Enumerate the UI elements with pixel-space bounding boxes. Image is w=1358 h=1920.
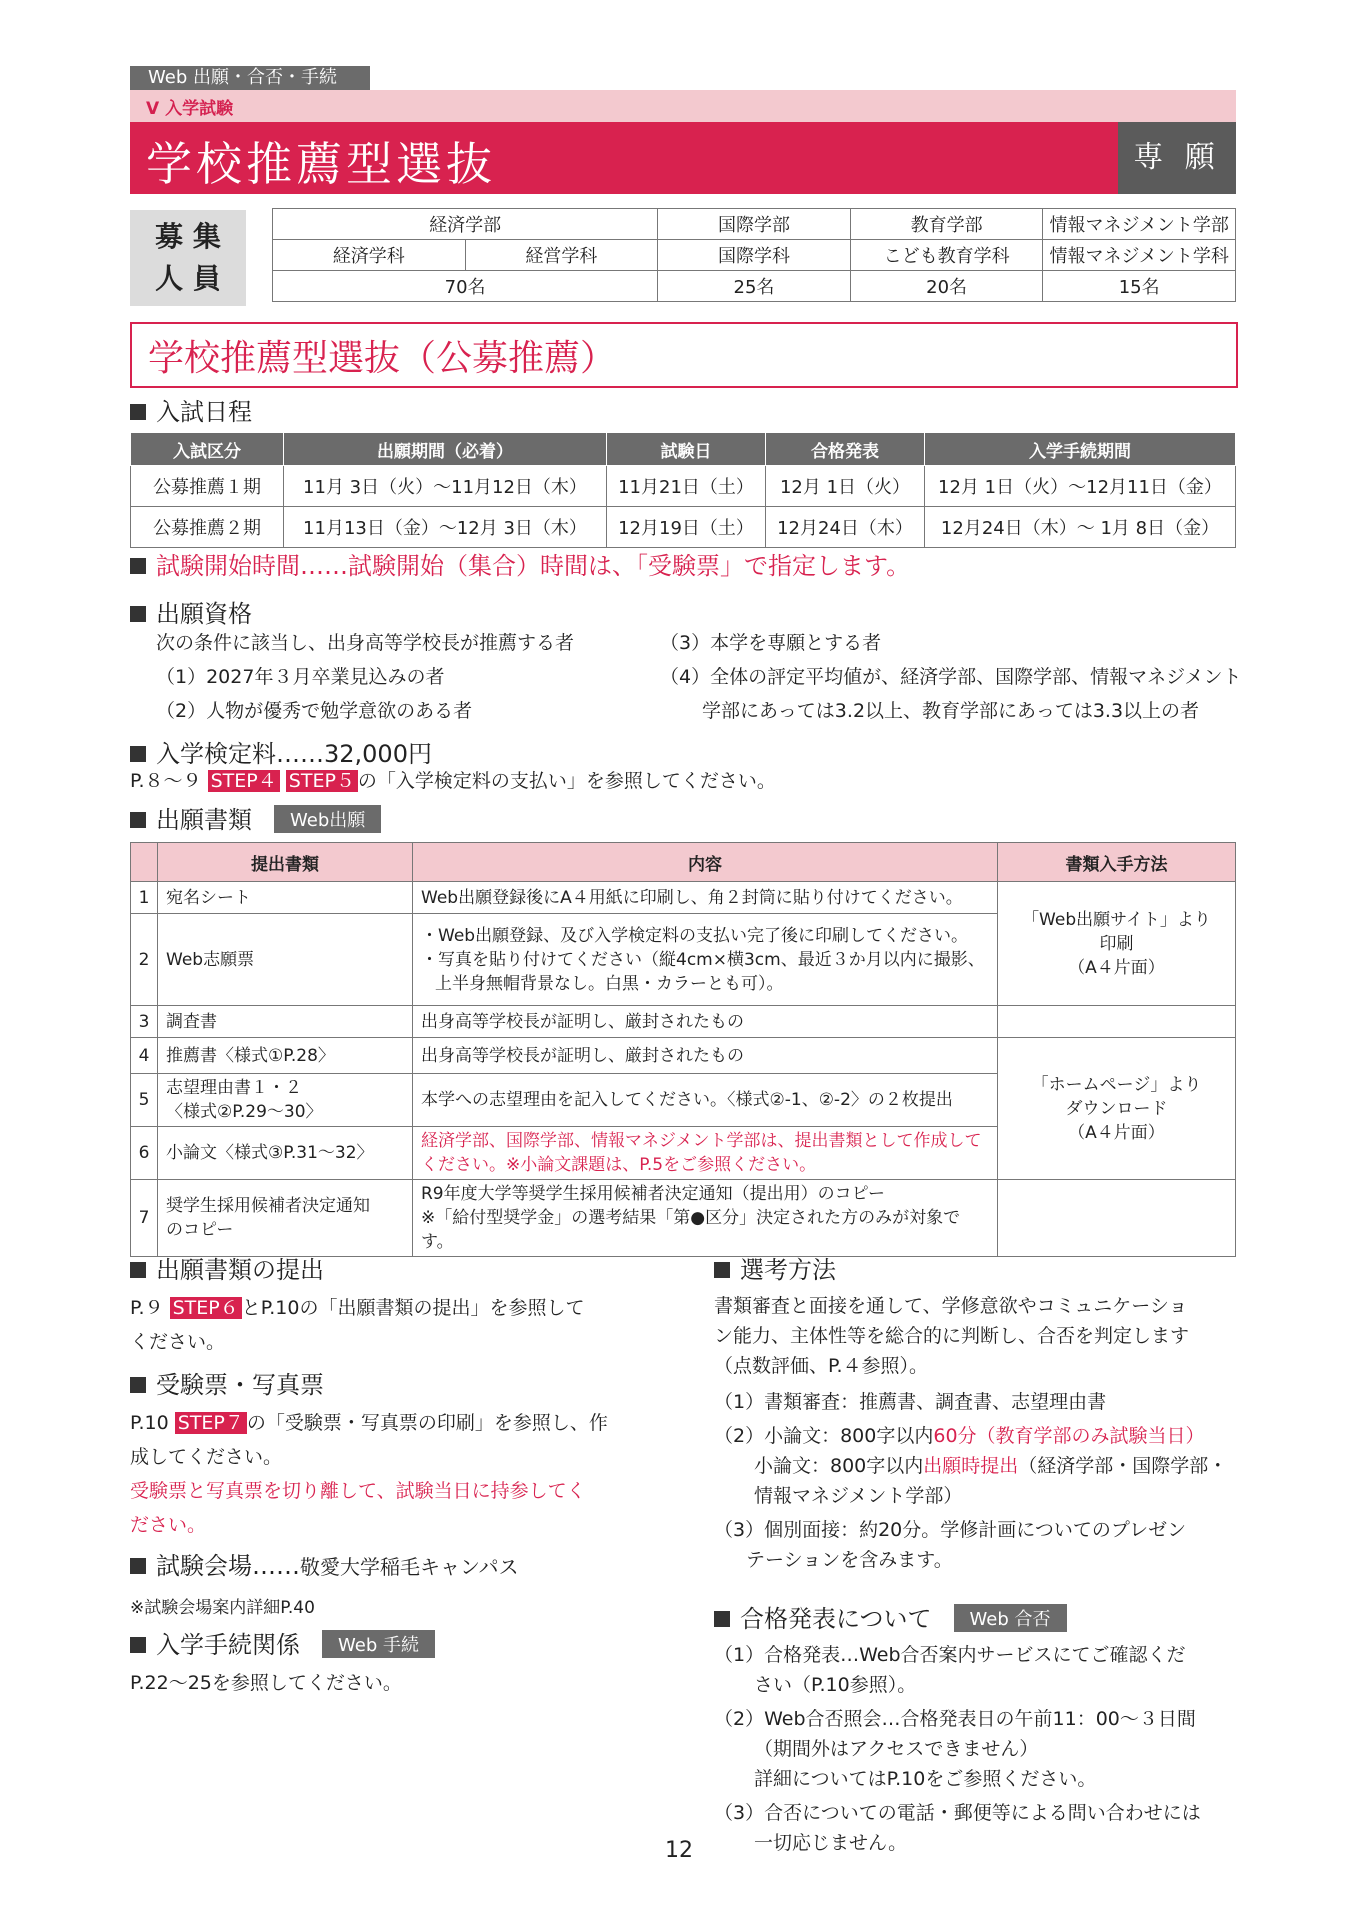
sched-cell: 12月 1日（火） (766, 466, 925, 507)
doc-get-line: （A４片面） (1068, 957, 1165, 978)
doc-content-line: 経済学部、国際学部、情報マネジメント学部は、提出書類として作成して (421, 1131, 982, 1151)
web-procedure-tag: Web 手続 (322, 1630, 435, 1658)
web-apply-tag: Web出願 (274, 805, 381, 833)
results-line: 一切応じません。 (754, 1832, 908, 1854)
fee-heading-text: 入学検定料……32,000円 (156, 740, 432, 768)
right-column (714, 1250, 1244, 1858)
fee-note (130, 764, 776, 798)
doc-content-line: 上半身無帽背景なし。白黒・カラーとも可）。 (435, 973, 784, 994)
step6-label: STEP６ (170, 1297, 242, 1319)
sched-header: 合格発表 (766, 433, 925, 466)
doc-content: 出身高等学校長が証明し、厳封されたもの (413, 1006, 998, 1038)
eligibility-item: 学部にあっては3.2以上、教育学部にあっては3.3以上の者 (702, 700, 1200, 722)
doc-num: 2 (131, 914, 158, 1006)
web-result-tag: Web 合否 (954, 1604, 1067, 1632)
doc-name-line: 〈様式②P.29～30〉 (166, 1102, 323, 1122)
square-icon (130, 404, 146, 420)
doc-name: 宛名シート (158, 882, 413, 914)
results-line: （1）合格発表…Web合否案内サービスにてご確認くだ (714, 1644, 1186, 1666)
quota-info: 15名 (1043, 271, 1236, 302)
selection-item3b: テーションを含みます。 (746, 1549, 953, 1571)
doc-content-line: ください。※小論文課題は、P.5をご参照ください。 (421, 1155, 817, 1175)
doc-content (413, 1180, 998, 1257)
section-band (130, 90, 1236, 122)
start-time-note (130, 546, 910, 581)
sched-cell: 11月 3日（火）～11月12日（木） (284, 466, 607, 507)
dept-international: 国際学科 (658, 240, 851, 271)
sched-header: 入学手続期間 (925, 433, 1236, 466)
procedure-heading-text: 入学手続関係 (156, 1631, 300, 1659)
eligibility-intro: 次の条件に該当し、出身高等学校長が推薦する者 (156, 632, 575, 654)
selection-text (714, 1291, 1244, 1575)
step7-label: STEP７ (175, 1412, 247, 1434)
dept-economics: 経済学科 (273, 240, 466, 271)
page-number: 12 (665, 1838, 693, 1863)
ticket-text (130, 1406, 670, 1542)
eligibility-item: （2）人物が優秀で勉学意欲のある者 (156, 700, 473, 722)
results-heading (714, 1599, 1244, 1634)
doc-name: 推薦書〈様式①P.28〉 (158, 1038, 413, 1074)
sched-header: 出願期間（必着） (284, 433, 607, 466)
sched-cell: 公募推薦２期 (131, 507, 284, 548)
results-heading-text: 合格発表について (740, 1605, 932, 1633)
doc-num: 4 (131, 1038, 158, 1074)
sched-cell: 12月24日（木）～ 1月 8日（金） (925, 507, 1236, 548)
doc-header: 内容 (413, 843, 998, 882)
quota-label-2: 人 員 (155, 262, 221, 295)
sched-cell: 12月19日（土） (607, 507, 766, 548)
doc-content-line: ・Web出願登録、及び入学検定料の支払い完了後に印刷してください。 (421, 925, 969, 946)
eligibility-left (156, 626, 574, 728)
doc-name: 小論文〈様式③P.31～32〉 (158, 1127, 413, 1180)
schedule-heading (130, 392, 252, 427)
procedure-heading (130, 1625, 670, 1660)
section-label: V 入学試験 (146, 99, 234, 119)
square-icon (714, 1611, 730, 1627)
submission-heading-text: 出願書類の提出 (156, 1256, 324, 1284)
results-line: （3）合否についての電話・郵便等による問い合わせには (714, 1802, 1201, 1824)
square-icon (130, 1558, 146, 1574)
results-text (714, 1640, 1244, 1858)
sched-cell: 公募推薦１期 (131, 466, 284, 507)
doc-num: 6 (131, 1127, 158, 1180)
doc-content (413, 1127, 998, 1180)
doc-content: Web出願登録後にA４用紙に印刷し、角２封筒に貼り付けてください。 (413, 882, 998, 914)
documents-table (130, 842, 1236, 1257)
doc-content-line: R9年度大学等奨学生採用候補者決定通知（提出用）のコピー (421, 1184, 885, 1204)
page-title: 学校推薦型選抜 (146, 137, 496, 191)
eligibility-right (660, 626, 1242, 728)
doc-header: 提出書類 (158, 843, 413, 882)
fee-post: の「入学検定料の支払い」を参照してください。 (357, 770, 776, 792)
quota-table (272, 208, 1236, 302)
faculty-international: 国際学部 (658, 209, 851, 240)
sched-header: 入試区分 (131, 433, 284, 466)
procedure-text: P.22～25を参照してください。 (130, 1672, 402, 1694)
doc-name (158, 1074, 413, 1127)
square-icon (130, 1377, 146, 1393)
title-bar (130, 122, 1236, 194)
quota-education: 20名 (850, 271, 1043, 302)
selection-line: （点数評価、P.４参照）。 (714, 1355, 929, 1377)
ticket-heading (130, 1365, 670, 1400)
eligibility-heading (130, 594, 252, 629)
eligibility-heading-text: 出願資格 (156, 600, 252, 628)
schedule-table (130, 432, 1236, 548)
square-icon (130, 812, 146, 828)
square-icon (130, 558, 146, 574)
doc-content: 出身高等学校長が証明し、厳封されたもの (413, 1038, 998, 1074)
doc-name-line: 志望理由書１・２ (166, 1078, 302, 1098)
doc-content-line: ・写真を貼り付けてください（縦4cm×横3cm、最近３か月以内に撮影、 (421, 949, 985, 970)
quota-economics: 70名 (273, 271, 658, 302)
subtitle: 学校推薦型選抜（公募推薦） (148, 338, 617, 379)
ticket-red1: 受験票と写真票を切り離して、試験当日に持参してく (130, 1480, 586, 1502)
sched-cell: 11月21日（土） (607, 466, 766, 507)
table-row (131, 882, 1236, 914)
eligibility-item: （1）2027年３月卒業見込みの者 (156, 666, 445, 688)
selection-heading (714, 1250, 1244, 1285)
doc-content (413, 914, 998, 1006)
table-row (131, 466, 1236, 507)
subtitle-box (130, 322, 1238, 388)
table-row (131, 1180, 1236, 1257)
start-time-note-text: 試験開始時間……試験開始（集合）時間は、「受験票」で指定します。 (156, 552, 911, 580)
doc-header: 書類入手方法 (998, 843, 1236, 882)
ticket-line2: 成してください。 (130, 1446, 283, 1468)
doc-get-line: 印刷 (1099, 933, 1134, 954)
selection-item2b: 小論文：800字以内 (754, 1455, 924, 1477)
selection-item2b-red: 出願時提出 (923, 1455, 1019, 1477)
doc-name (158, 1180, 413, 1257)
doc-num: 5 (131, 1074, 158, 1127)
doc-content-line: ※「給付型奨学金」の選考結果「第●区分」決定された方のみが対象です。 (421, 1208, 961, 1252)
submission-text (130, 1291, 670, 1359)
ticket-heading-text: 受験票・写真票 (156, 1371, 324, 1399)
venue-heading-text: 試験会場…… (156, 1552, 300, 1580)
doc-num: 3 (131, 1006, 158, 1038)
selection-item2c: 情報マネジメント学部） (754, 1485, 963, 1507)
submission-post: とP.10の「出願書類の提出」を参照して (241, 1297, 585, 1319)
table-row (131, 507, 1236, 548)
results-line: さい（P.10参照）。 (754, 1674, 917, 1696)
eligibility-item: （3）本学を専願とする者 (660, 632, 882, 654)
ticket-post: の「受験票・写真票の印刷」を参照し、作 (246, 1412, 608, 1434)
doc-get-line: ダウンロード (1065, 1098, 1168, 1119)
submission-line2: ください。 (130, 1331, 226, 1353)
selection-heading-text: 選考方法 (740, 1256, 836, 1284)
square-icon (130, 1637, 146, 1653)
doc-name: 調査書 (158, 1006, 413, 1038)
submission-heading (130, 1250, 670, 1285)
doc-content: 本学への志望理由を記入してください。〈様式②-1、②-2〉の２枚提出 (413, 1074, 998, 1127)
doc-name-line: 奨学生採用候補者決定通知 (166, 1196, 370, 1216)
results-line: （2）Web合否照会…合格発表日の午前11：00～３日間 (714, 1708, 1196, 1730)
faculty-economics: 経済学部 (273, 209, 658, 240)
table-row (131, 1038, 1236, 1074)
doc-num: 7 (131, 1180, 158, 1257)
left-column (130, 1250, 670, 1700)
doc-get-line: （A４片面） (1068, 1122, 1165, 1143)
documents-heading (130, 800, 381, 835)
eligibility-item: （4）全体の評定平均値が、経済学部、国際学部、情報マネジメント (660, 666, 1242, 688)
table-row (131, 1006, 1236, 1038)
venue-place: 敬愛大学稲毛キャンパス (300, 1555, 519, 1579)
dept-management: 経営学科 (465, 240, 658, 271)
sched-header: 試験日 (607, 433, 766, 466)
quota-international: 25名 (658, 271, 851, 302)
ticket-red2: ださい。 (130, 1514, 207, 1536)
dept-child-education: こども教育学科 (850, 240, 1043, 271)
fee-pre: P.８～９ (130, 770, 202, 792)
selection-item1: （1）書類審査：推薦書、調査書、志望理由書 (714, 1391, 1107, 1413)
step5-label: STEP５ (286, 770, 358, 792)
doc-get-web (998, 882, 1236, 1006)
quota-label (130, 210, 246, 306)
faculty-info: 情報マネジメント学部 (1043, 209, 1236, 240)
square-icon (130, 606, 146, 622)
faculty-education: 教育学部 (850, 209, 1043, 240)
documents-heading-text: 出願書類 (156, 806, 252, 834)
doc-name-line: のコピー (166, 1220, 234, 1240)
submission-pre: P.９ (130, 1297, 164, 1319)
doc-header-num (131, 843, 158, 882)
doc-num: 1 (131, 882, 158, 914)
selection-item2b-post: （経済学部・国際学部・ (1018, 1455, 1228, 1477)
doc-get-line: 「ホームページ」より (1031, 1074, 1202, 1095)
doc-get-empty (998, 1180, 1236, 1257)
exclusive-badge: 専 願 (1118, 122, 1236, 194)
schedule-heading-text: 入試日程 (156, 398, 252, 426)
selection-item2a-red: 60分（教育学部のみ試験当日） (933, 1425, 1205, 1447)
square-icon (130, 746, 146, 762)
section-tag: Web 出願・合否・手続 (130, 66, 370, 90)
ticket-pre: P.10 (130, 1412, 169, 1434)
sched-cell: 12月 1日（火）～12月11日（金） (925, 466, 1236, 507)
selection-line: ン能力、主体性等を総合的に判断し、合否を判定します (714, 1325, 1190, 1347)
sched-cell: 12月24日（木） (766, 507, 925, 548)
selection-item3a: （3）個別面接：約20分。学修計画についてのプレゼン (714, 1519, 1187, 1541)
doc-name: Web志願票 (158, 914, 413, 1006)
selection-line: 書類審査と面接を通して、学修意欲やコミュニケーショ (714, 1295, 1188, 1317)
selection-item2a: （2）小論文：800字以内 (714, 1425, 934, 1447)
doc-get-line: 「Web出願サイト」より (1022, 909, 1211, 930)
square-icon (130, 1262, 146, 1278)
results-line: （期間外はアクセスできません） (754, 1738, 1039, 1760)
quota-label-1: 募 集 (155, 220, 221, 253)
square-icon (714, 1262, 730, 1278)
venue-note: ※試験会場案内詳細P.40 (130, 1598, 315, 1618)
sched-cell: 11月13日（金）～12月 3日（木） (284, 507, 607, 548)
doc-get-empty (998, 1006, 1236, 1038)
doc-get-homepage (998, 1038, 1236, 1180)
step4-label: STEP４ (208, 770, 280, 792)
dept-info: 情報マネジメント学科 (1043, 240, 1236, 271)
results-line: 詳細についてはP.10をご参照ください。 (754, 1768, 1097, 1790)
venue-heading (130, 1546, 670, 1581)
